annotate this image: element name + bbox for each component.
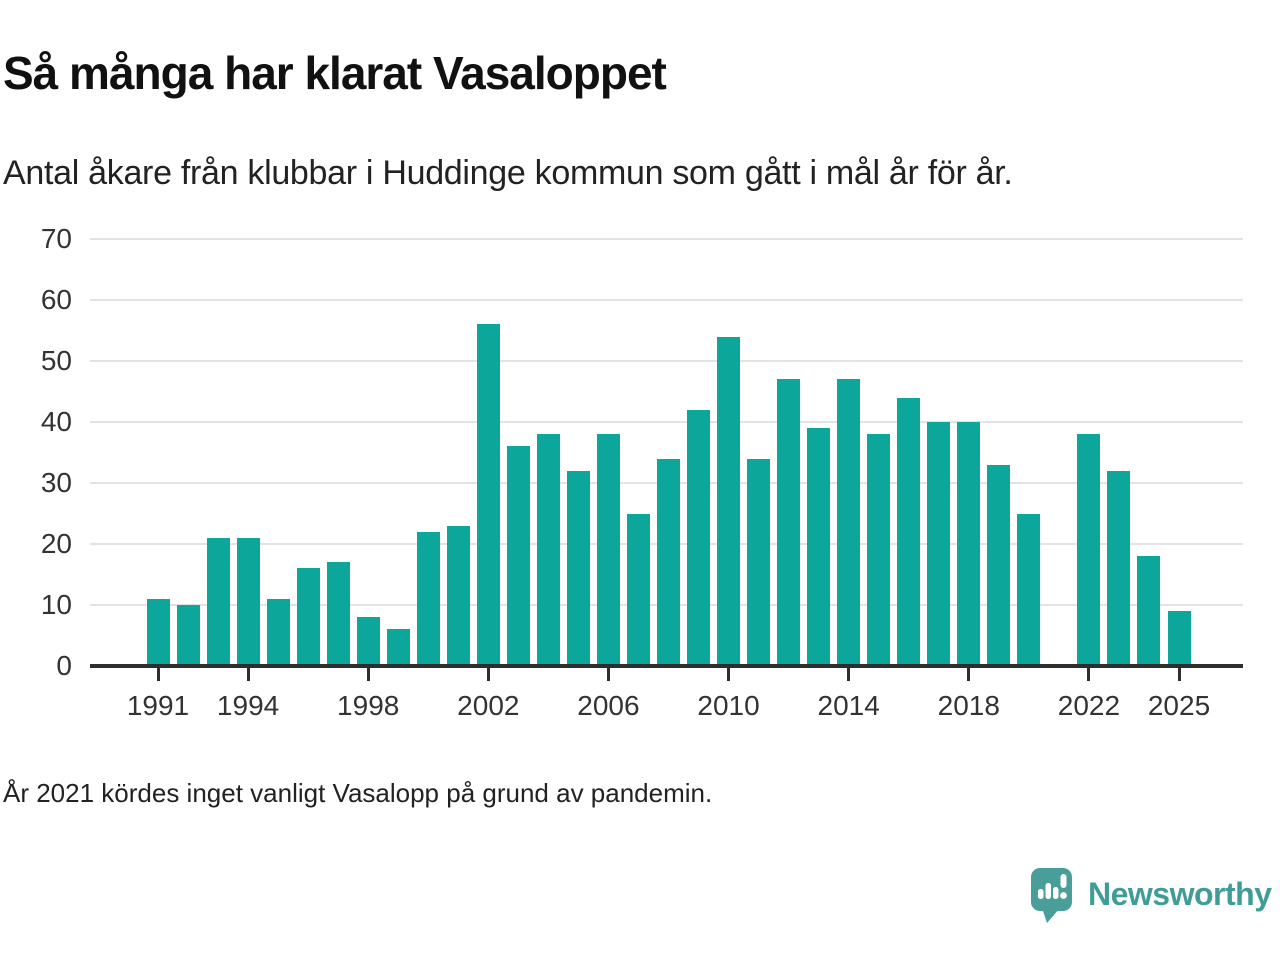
x-axis-tick-2010 [727,668,730,681]
bar-2025 [1168,611,1191,668]
x-axis-tick-2025 [1178,668,1181,681]
x-axis-line [90,664,1243,668]
bar-2006 [597,434,620,668]
bar-2022 [1077,434,1100,668]
bar-2001 [447,526,470,668]
bar-1998 [357,617,380,668]
bar-2011 [747,459,770,668]
x-axis-tick-1998 [367,668,370,681]
x-tick-label-1991: 1991 [126,690,190,721]
logo-bar-small [1038,889,1044,899]
logo-exclamation-stem [1061,874,1067,888]
x-tick-label-2025: 2025 [1147,690,1211,721]
x-tick-label-2002: 2002 [457,690,520,721]
bar-2003 [507,446,530,668]
gridline-70 [90,238,1243,240]
y-tick-label-50: 50 [40,345,72,376]
x-tick-label-1994: 1994 [216,690,280,721]
x-tick-label-2006: 2006 [577,690,640,721]
logo-bar-medium [1046,883,1052,899]
gridline-60 [90,299,1243,301]
x-axis-tick-2014 [847,668,850,681]
chart-title: Så många har klarat Vasaloppet [3,47,666,99]
newsworthy-logo [1031,866,1271,924]
bar-1991 [147,599,170,668]
bar-2007 [627,514,650,669]
y-tick-label-10: 10 [40,589,72,620]
bar-1999 [387,629,410,668]
bar-2020 [1017,514,1040,669]
newsworthy-logo-text: Newsworthy [1088,876,1272,912]
bar-2010 [717,337,740,668]
bar-1996 [297,568,320,668]
bar-2002 [477,324,500,668]
x-tick-label-2022: 2022 [1057,690,1121,721]
bar-2004 [537,434,560,668]
bar-2024 [1137,556,1160,668]
bar-2015 [867,434,890,668]
bar-1992 [177,605,200,668]
x-tick-label-1998: 1998 [337,690,400,721]
bar-2023 [1107,471,1130,668]
x-axis-tick-1994 [247,668,250,681]
x-tick-label-2010: 2010 [697,690,760,721]
x-axis-tick-2022 [1087,668,1090,681]
newsworthy-logo-icon [1031,866,1075,924]
bar-2009 [687,410,710,668]
chart-subtitle: Antal åkare från klubbar i Huddinge kommun som gått i mål år för år. [3,154,1013,192]
x-axis-tick-2002 [487,668,490,681]
bar-2008 [657,459,680,668]
bar-2016 [897,398,920,668]
x-axis-tick-1991 [157,668,160,681]
footnote: År 2021 kördes inget vanligt Vasalopp på grund av pandemin. [3,778,713,808]
bar-2013 [807,428,830,668]
bar-2018 [957,422,980,668]
bar-2012 [777,379,800,668]
logo-bar-short [1053,887,1059,899]
y-tick-label-60: 60 [40,284,72,315]
gridline-40 [90,421,1243,423]
y-tick-label-0: 0 [56,650,72,681]
bar-2000 [417,532,440,668]
y-tick-label-70: 70 [40,223,72,254]
bar-1997 [327,562,350,668]
bar-2019 [987,465,1010,668]
x-axis-tick-2006 [607,668,610,681]
x-tick-label-2018: 2018 [937,690,1000,721]
bar-1994 [237,538,260,668]
bar-1993 [207,538,230,668]
y-tick-label-30: 30 [40,467,72,498]
y-tick-label-20: 20 [40,528,72,559]
bar-1995 [267,599,290,668]
gridline-50 [90,360,1243,362]
bar-2014 [837,379,860,668]
logo-exclamation-dot [1060,892,1067,899]
x-axis-tick-2018 [967,668,970,681]
bar-2017 [927,422,950,668]
y-tick-label-40: 40 [40,406,72,437]
bar-2005 [567,471,590,668]
x-tick-label-2014: 2014 [817,690,880,721]
